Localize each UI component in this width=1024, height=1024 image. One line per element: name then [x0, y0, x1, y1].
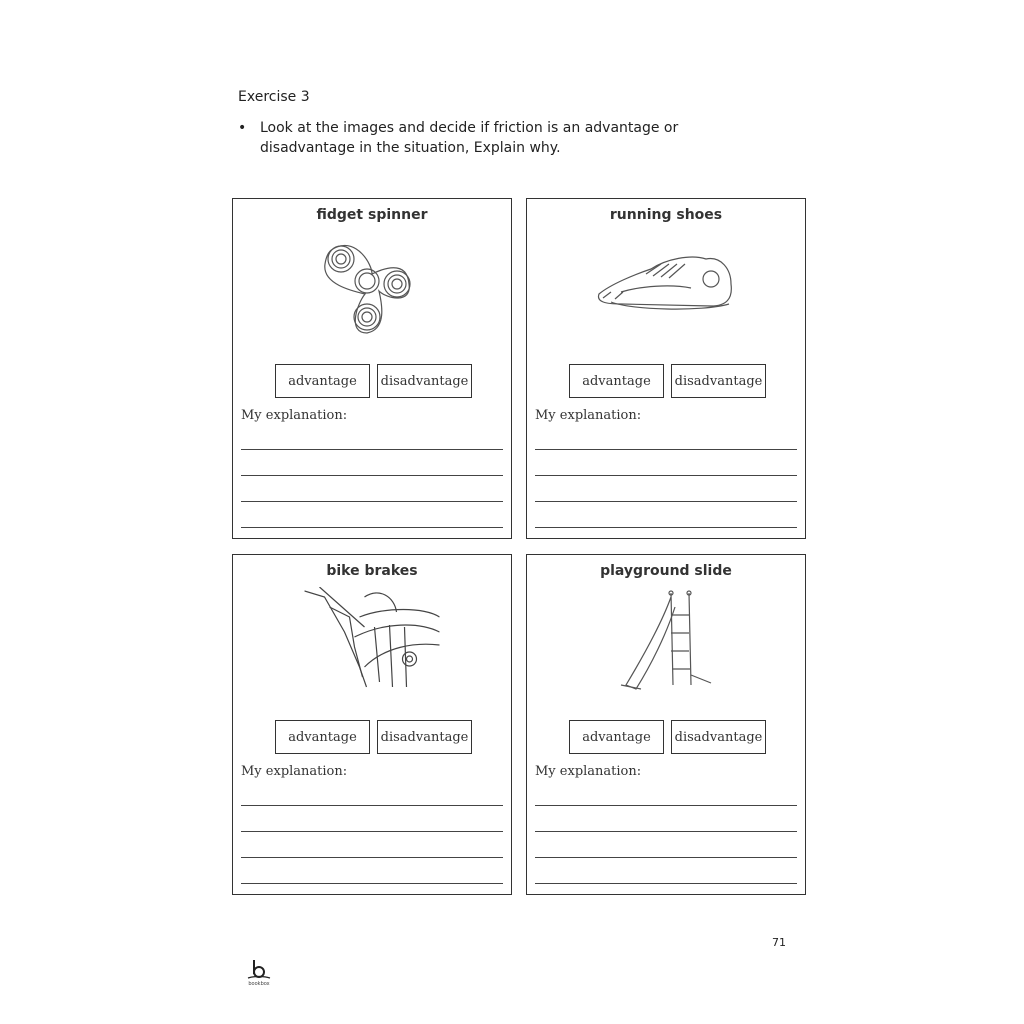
explanation-label: My explanation: [241, 764, 348, 779]
writing-line[interactable] [241, 475, 503, 476]
advantage-button[interactable]: advantage [569, 364, 664, 398]
disadvantage-button[interactable]: disadvantage [671, 364, 766, 398]
card-playground-slide [526, 554, 806, 895]
writing-line[interactable] [535, 831, 797, 832]
writing-line[interactable] [241, 857, 503, 858]
card-fidget-spinner [232, 198, 512, 539]
writing-line[interactable] [535, 883, 797, 884]
bullet: • [238, 120, 247, 136]
explanation-label: My explanation: [535, 408, 642, 423]
card-running-shoes [526, 198, 806, 539]
advantage-button[interactable]: advantage [275, 720, 370, 754]
bookbox-logo-icon [244, 956, 274, 986]
writing-line[interactable] [535, 501, 797, 502]
exercise-title: Exercise 3 [238, 89, 310, 105]
playground-slide-icon [611, 585, 721, 695]
disadvantage-button[interactable]: disadvantage [377, 364, 472, 398]
writing-line[interactable] [535, 475, 797, 476]
writing-line[interactable] [241, 527, 503, 528]
running-shoes-icon [591, 244, 741, 324]
advantage-button[interactable]: advantage [569, 720, 664, 754]
explanation-label: My explanation: [535, 764, 642, 779]
writing-line[interactable] [241, 449, 503, 450]
disadvantage-button[interactable]: disadvantage [671, 720, 766, 754]
writing-line[interactable] [241, 831, 503, 832]
page-number: 71 [772, 936, 786, 949]
instruction-text: Look at the images and decide if friction is an advantage or disadvantage in the situation, Explain why. [260, 120, 679, 156]
disadvantage-button[interactable]: disadvantage [377, 720, 472, 754]
fidget-spinner-icon [317, 229, 427, 339]
card-title: bike brakes [326, 563, 418, 579]
advantage-button[interactable]: advantage [275, 364, 370, 398]
card-title: playground slide [600, 563, 732, 579]
writing-line[interactable] [241, 501, 503, 502]
card-bike-brakes [232, 554, 512, 895]
writing-line[interactable] [535, 805, 797, 806]
writing-line[interactable] [241, 805, 503, 806]
bike-brakes-icon [305, 587, 440, 692]
logo-text: bookbox [248, 981, 270, 986]
writing-line[interactable] [535, 527, 797, 528]
writing-line[interactable] [535, 449, 797, 450]
explanation-label: My explanation: [241, 408, 348, 423]
writing-line[interactable] [535, 857, 797, 858]
card-title: fidget spinner [316, 207, 428, 223]
writing-line[interactable] [241, 883, 503, 884]
card-title: running shoes [609, 207, 723, 223]
instruction [238, 118, 708, 158]
